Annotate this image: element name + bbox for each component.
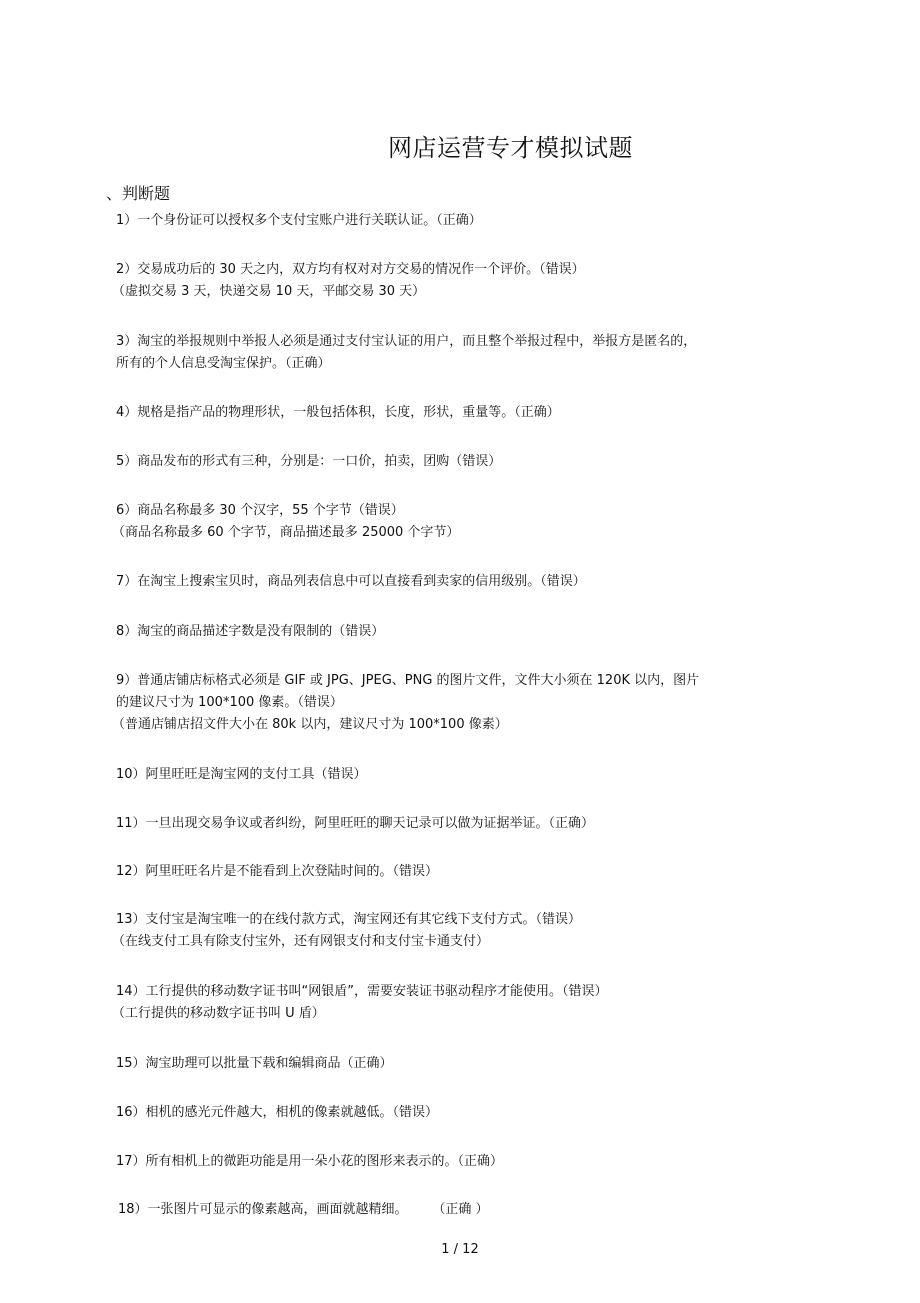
question-line: 17）所有相机上的微距功能是用一朵小花的图形来表示的。（正确）	[116, 1154, 504, 1169]
question-line: 3）淘宝的举报规则中举报人必须是通过支付宝认证的用户，而且整个举报过程中，举报方是匿名的，	[116, 334, 697, 349]
question-line: 15）淘宝助理可以批量下载和编辑商品（正确）	[116, 1056, 393, 1071]
section-heading: 、判断题	[106, 184, 171, 203]
question-line: 6）商品名称最多 30 个汉字，55 个字节（错误）	[116, 503, 404, 518]
question-line: 14）工行提供的移动数字证书叫“网银盾”，需要安装证书驱动程序才能使用。（错误）	[116, 984, 608, 999]
question-line: 13）支付宝是淘宝唯一的在线付款方式，淘宝网还有其它线下支付方式。（错误）	[116, 912, 582, 927]
question-line: 7）在淘宝上搜索宝贝时，商品列表信息中可以直接看到卖家的信用级别。（错误）	[116, 574, 586, 589]
question-line: 11）一旦出现交易争议或者纠纷，阿里旺旺的聊天记录可以做为证据举证。（正确）	[116, 816, 595, 831]
question-line: 2）交易成功后的 30 天之内，双方均有权对对方交易的情况作一个评价。（错误）	[116, 262, 585, 277]
question-note: （在线支付工具有除支付宝外，还有网银支付和支付宝卡通支付）	[112, 934, 490, 949]
question-line: 的建议尺寸为 100*100 像素。（错误）	[116, 695, 343, 710]
question-line: 12）阿里旺旺名片是不能看到上次登陆时间的。（错误）	[116, 864, 439, 879]
page-indicator: 1 / 12	[441, 1242, 479, 1257]
question-note: （虚拟交易 3 天，快递交易 10 天，平邮交易 30 天）	[112, 284, 426, 299]
question-line: 10）阿里旺旺是淘宝网的支付工具（错误）	[116, 767, 367, 782]
question-line: 9）普通店铺店标格式必须是 GIF 或 JPG、JPEG、PNG 的图片文件，文件大小须在 120K 以内，图片	[116, 673, 700, 688]
question-line: 1）一个身份证可以授权多个支付宝账户进行关联认证。（正确）	[116, 213, 482, 228]
question-line: 16）相机的感光元件越大，相机的像素就越低。（错误）	[116, 1105, 439, 1120]
question-note: （商品名称最多 60 个字节，商品描述最多 25000 个字节）	[112, 525, 460, 540]
document-title: 网店运营专才模拟试题	[388, 134, 633, 162]
question-note: （工行提供的移动数字证书叫 U 盾）	[112, 1006, 325, 1021]
question-line: 18）一张图片可显示的像素越高，画面就越精细。 （正确 ）	[118, 1202, 489, 1217]
question-line: 8）淘宝的商品描述字数是没有限制的（错误）	[116, 624, 385, 639]
question-line: 5）商品发布的形式有三种，分别是：一口价，拍卖，团购（错误）	[116, 454, 502, 469]
question-line: 所有的个人信息受淘宝保护。（正确）	[116, 356, 331, 371]
question-note: （普通店铺店招文件大小在 80k 以内，建议尺寸为 100*100 像素）	[112, 717, 508, 732]
question-line: 4）规格是指产品的物理形状，一般包括体积，长度，形状，重量等。（正确）	[116, 405, 560, 420]
